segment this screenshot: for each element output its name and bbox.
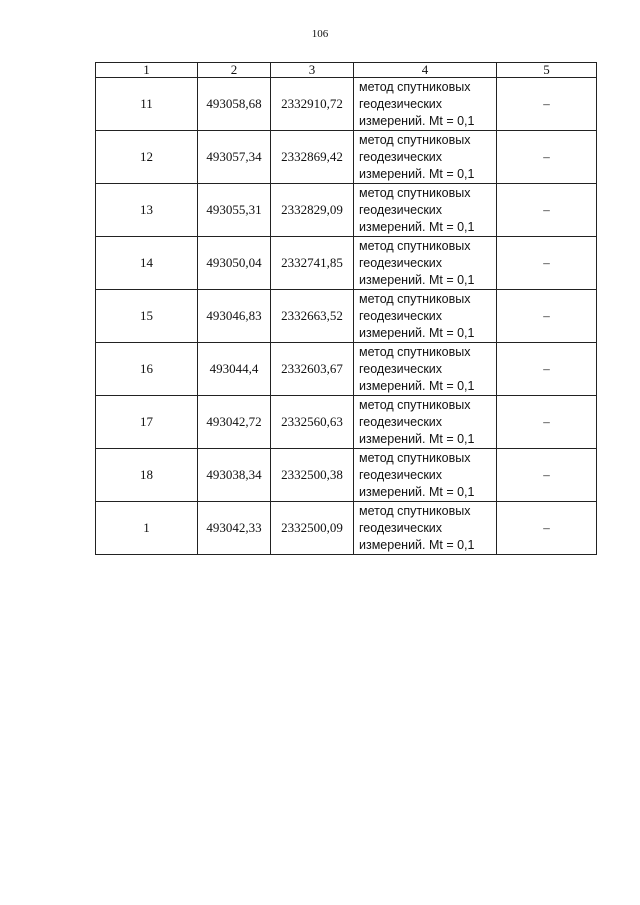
method-line: измерений. Mt = 0,1 — [359, 378, 475, 393]
y-coordinate-cell: 2332500,38 — [271, 449, 354, 502]
method-line: метод спутниковых — [359, 344, 471, 359]
point-number-cell: 16 — [96, 343, 198, 396]
point-number-cell: 11 — [96, 78, 198, 131]
method-line: геодезических — [359, 520, 443, 535]
table-header-row — [96, 63, 597, 78]
method-line: метод спутниковых — [359, 450, 471, 465]
table-row — [96, 184, 597, 237]
method-cell — [354, 502, 497, 555]
coordinates-table — [95, 62, 597, 555]
point-number-cell: 18 — [96, 449, 198, 502]
y-coordinate-cell: 2332500,09 — [271, 502, 354, 555]
method-cell — [354, 184, 497, 237]
x-coordinate-cell: 493046,83 — [198, 290, 271, 343]
note-cell: – — [497, 184, 597, 237]
method-line: геодезических — [359, 149, 443, 164]
column-header: 1 — [96, 63, 198, 78]
column-header: 2 — [198, 63, 271, 78]
method-line: измерений. Mt = 0,1 — [359, 537, 475, 552]
x-coordinate-cell: 493044,4 — [198, 343, 271, 396]
method-line: геодезических — [359, 308, 443, 323]
method-cell — [354, 237, 497, 290]
method-line: метод спутниковых — [359, 503, 471, 518]
y-coordinate-cell: 2332603,67 — [271, 343, 354, 396]
table-row — [96, 78, 597, 131]
note-cell: – — [497, 502, 597, 555]
method-cell — [354, 131, 497, 184]
column-header: 5 — [497, 63, 597, 78]
method-line: геодезических — [359, 202, 443, 217]
y-coordinate-cell: 2332560,63 — [271, 396, 354, 449]
method-line: метод спутниковых — [359, 291, 471, 306]
method-line: геодезических — [359, 361, 443, 376]
note-cell: – — [497, 343, 597, 396]
table-row — [96, 131, 597, 184]
note-cell: – — [497, 78, 597, 131]
table-row — [96, 502, 597, 555]
x-coordinate-cell: 493055,31 — [198, 184, 271, 237]
x-coordinate-cell: 493038,34 — [198, 449, 271, 502]
method-cell — [354, 396, 497, 449]
method-line: измерений. Mt = 0,1 — [359, 325, 475, 340]
point-number-cell: 15 — [96, 290, 198, 343]
point-number-cell: 14 — [96, 237, 198, 290]
note-cell: – — [497, 290, 597, 343]
method-line: измерений. Mt = 0,1 — [359, 113, 475, 128]
method-line: метод спутниковых — [359, 397, 471, 412]
y-coordinate-cell: 2332663,52 — [271, 290, 354, 343]
method-line: метод спутниковых — [359, 185, 471, 200]
method-cell — [354, 290, 497, 343]
method-line: измерений. Mt = 0,1 — [359, 484, 475, 499]
x-coordinate-cell: 493050,04 — [198, 237, 271, 290]
method-cell — [354, 78, 497, 131]
method-line: геодезических — [359, 414, 443, 429]
table-row — [96, 396, 597, 449]
point-number-cell: 1 — [96, 502, 198, 555]
page-number: 106 — [311, 28, 329, 40]
method-line: измерений. Mt = 0,1 — [359, 431, 475, 446]
method-line: измерений. Mt = 0,1 — [359, 166, 475, 181]
method-line: геодезических — [359, 255, 443, 270]
column-header: 4 — [354, 63, 497, 78]
x-coordinate-cell: 493042,72 — [198, 396, 271, 449]
y-coordinate-cell: 2332869,42 — [271, 131, 354, 184]
y-coordinate-cell: 2332910,72 — [271, 78, 354, 131]
method-line: геодезических — [359, 467, 443, 482]
point-number-cell: 17 — [96, 396, 198, 449]
table-row — [96, 343, 597, 396]
note-cell: – — [497, 396, 597, 449]
method-line: метод спутниковых — [359, 238, 471, 253]
method-line: измерений. Mt = 0,1 — [359, 219, 475, 234]
y-coordinate-cell: 2332829,09 — [271, 184, 354, 237]
method-cell — [354, 449, 497, 502]
x-coordinate-cell: 493042,33 — [198, 502, 271, 555]
method-line: метод спутниковых — [359, 79, 471, 94]
point-number-cell: 13 — [96, 184, 198, 237]
table-row — [96, 237, 597, 290]
note-cell: – — [497, 237, 597, 290]
y-coordinate-cell: 2332741,85 — [271, 237, 354, 290]
x-coordinate-cell: 493058,68 — [198, 78, 271, 131]
table-row — [96, 290, 597, 343]
x-coordinate-cell: 493057,34 — [198, 131, 271, 184]
method-line: метод спутниковых — [359, 132, 471, 147]
table-row — [96, 449, 597, 502]
method-line: геодезических — [359, 96, 443, 111]
note-cell: – — [497, 449, 597, 502]
method-line: измерений. Mt = 0,1 — [359, 272, 475, 287]
note-cell: – — [497, 131, 597, 184]
method-cell — [354, 343, 497, 396]
point-number-cell: 12 — [96, 131, 198, 184]
column-header: 3 — [271, 63, 354, 78]
